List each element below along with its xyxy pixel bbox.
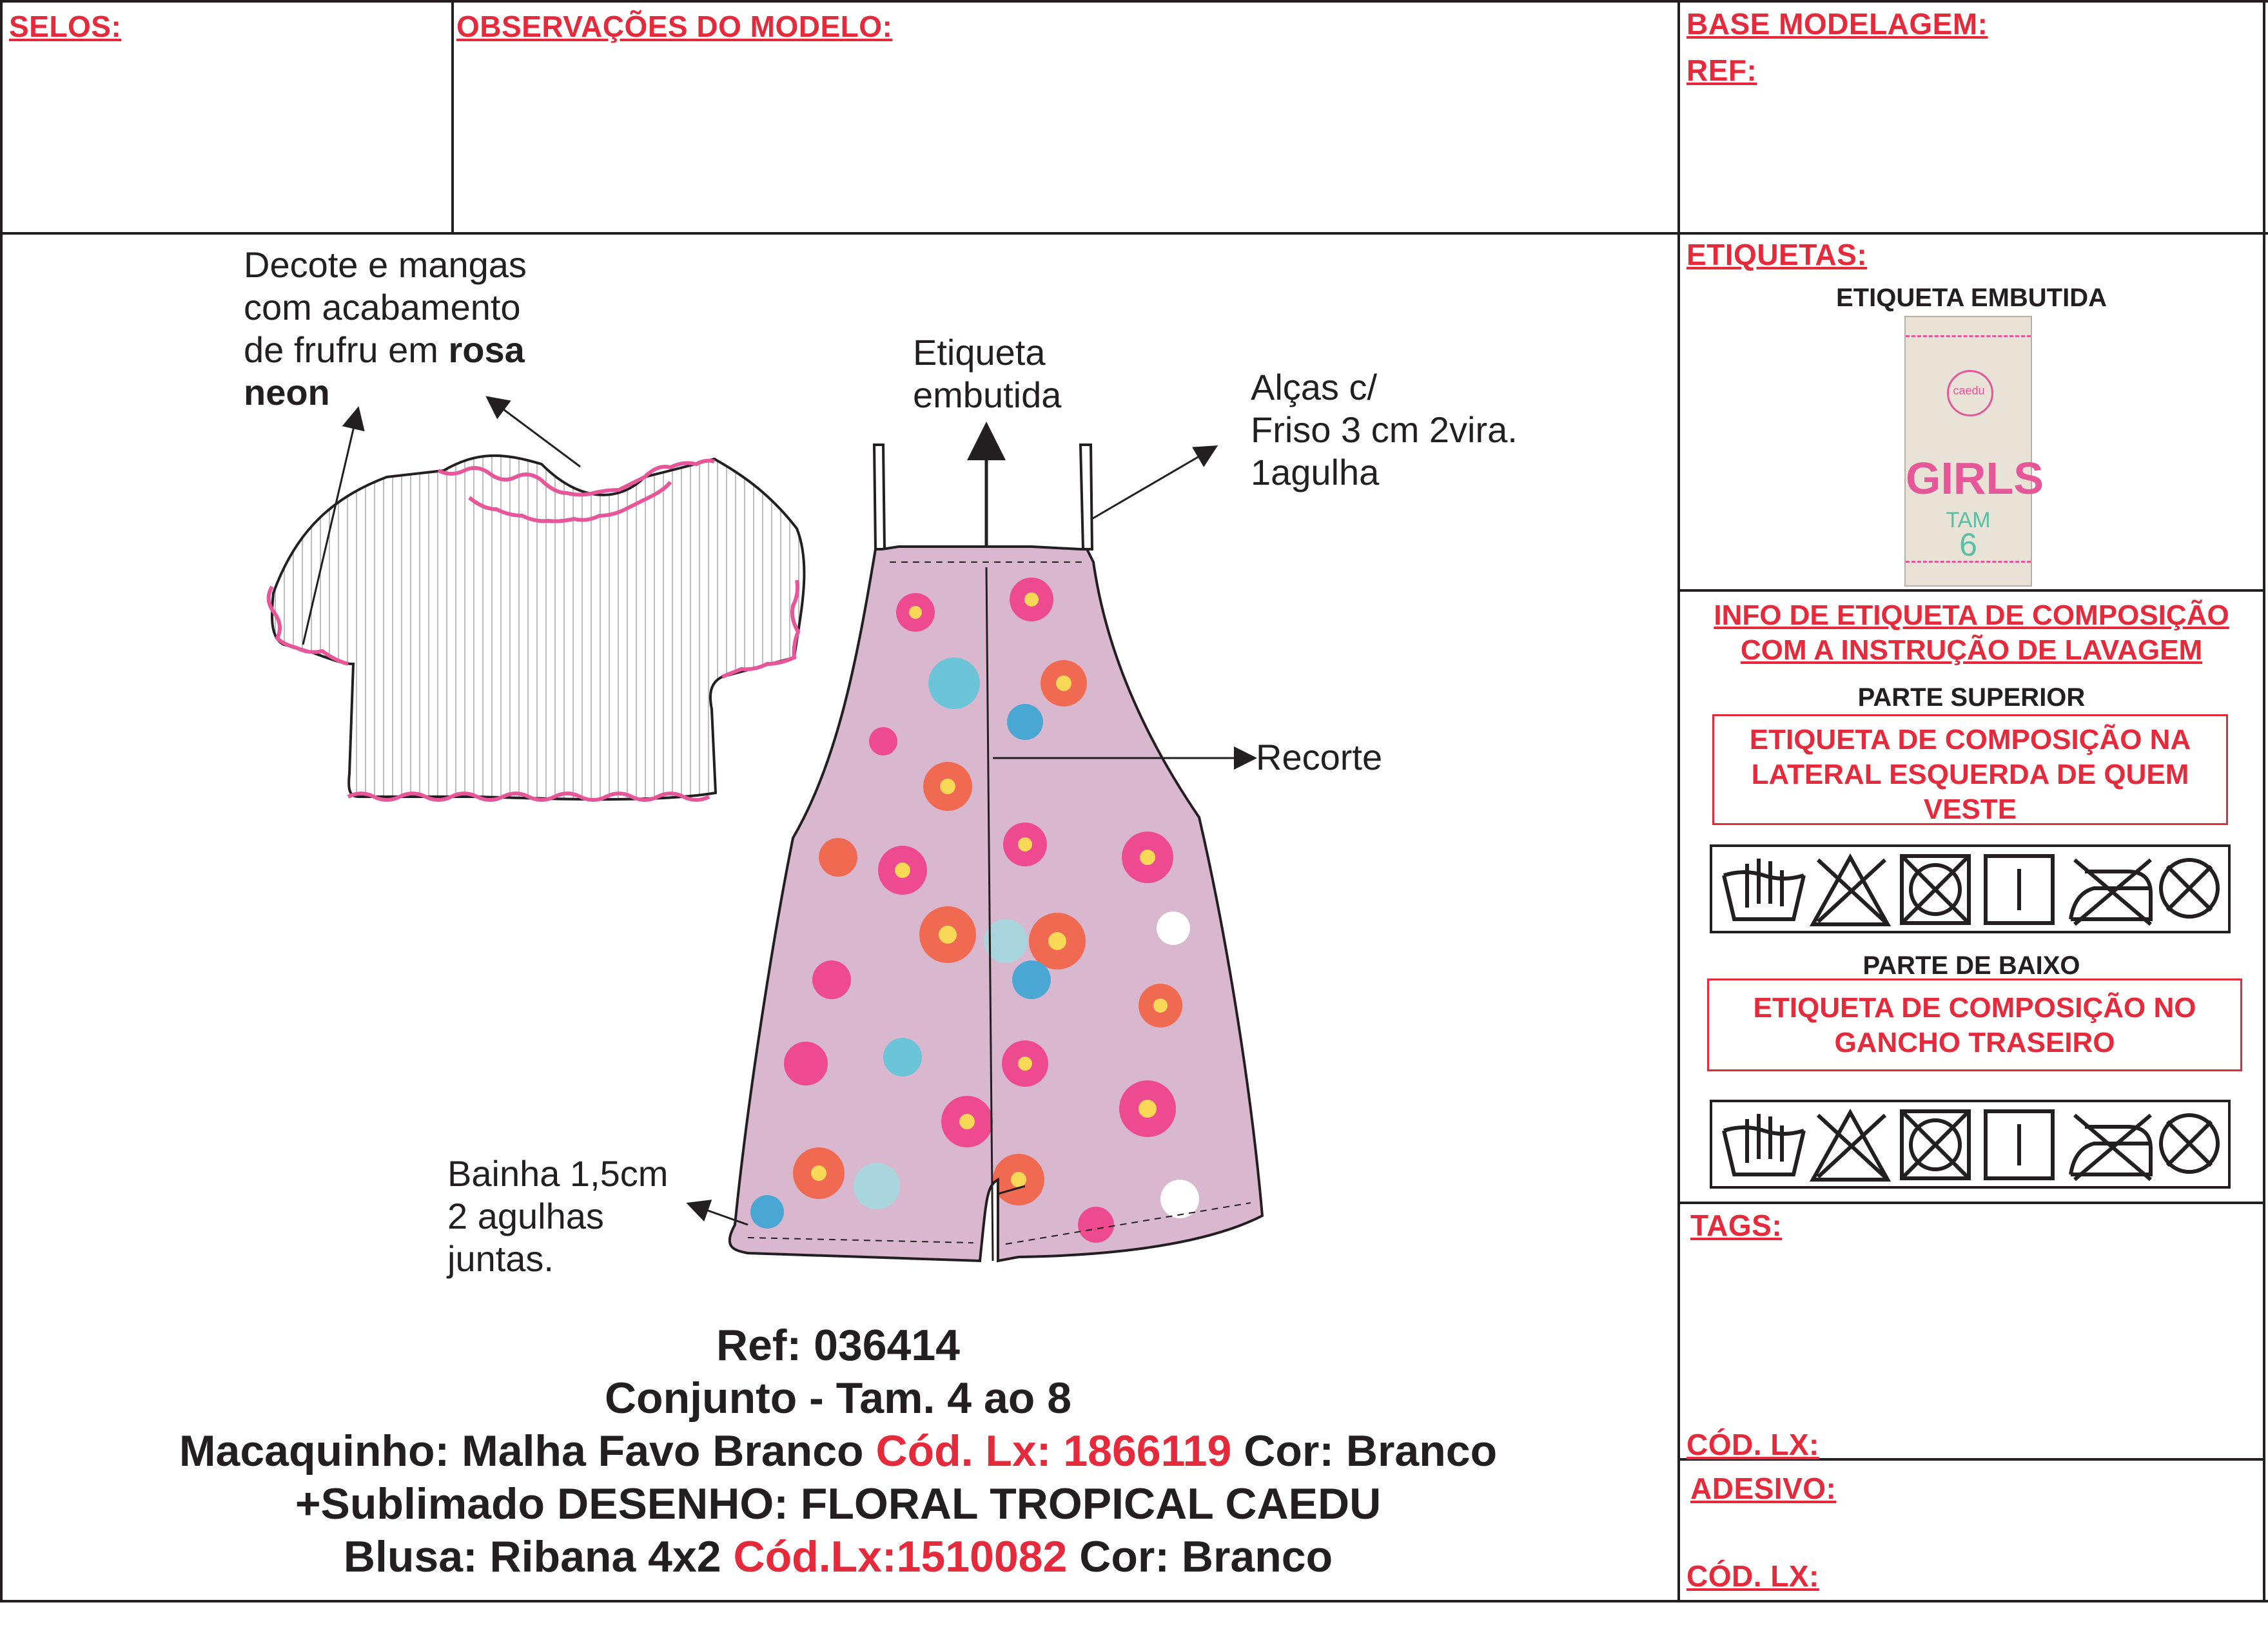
note-alcas-line3: 1agulha <box>1251 452 1380 492</box>
note-alcas-line1: Alças c/ <box>1251 367 1378 407</box>
baixo-composition-box: ETIQUETA DE COMPOSIÇÃO NO GANCHO TRASEIRO <box>1707 979 2242 1071</box>
observacoes-label: OBSERVAÇÕES DO MODELO: <box>456 10 893 43</box>
no-bleach-icon <box>1813 1113 1888 1180</box>
no-iron-icon <box>2071 860 2151 924</box>
desc-macaquinho-prefix: Macaquinho: Malha Favo Branco <box>179 1427 876 1475</box>
desc-blusa-prefix: Blusa: Ribana 4x2 <box>343 1532 734 1581</box>
label-size: 6 <box>1959 527 1977 563</box>
cod-lx-adesivo: CÓD. LX: <box>1686 1559 1819 1593</box>
note-decote-line3 <box>244 329 527 371</box>
desc-ref: Ref: 036414 <box>716 1321 961 1370</box>
no-tumble-dry-icon <box>1902 856 1969 923</box>
ref-label: REF: <box>1686 54 1757 87</box>
adesivo-label: ADESIVO: <box>1690 1472 1837 1505</box>
line-dry-icon <box>1986 856 2053 923</box>
frame-bottom <box>0 1600 2268 1602</box>
tags-label: TAGS: <box>1690 1209 1783 1242</box>
etiquetas-label: ETIQUETAS: <box>1686 238 1868 271</box>
note-decote-neon: neon <box>244 372 330 413</box>
arrow-alcas <box>1091 447 1215 520</box>
woven-label <box>1904 316 2044 587</box>
note-alcas <box>1251 366 1518 494</box>
care-symbols-superior <box>1710 844 2231 933</box>
note-decote-line1: Decote e mangas <box>244 244 527 285</box>
no-dry-clean-icon <box>2161 860 2218 917</box>
note-bainha <box>447 1153 668 1280</box>
woven-label-stitch-top <box>1906 335 2031 337</box>
desc-macaquinho <box>0 1425 1676 1477</box>
note-etiqueta <box>913 331 1061 416</box>
note-decote-line3-prefix: de frufru em <box>244 329 449 370</box>
desc-blusa <box>0 1530 1676 1583</box>
note-etiqueta-line1: Etiqueta <box>913 332 1046 373</box>
desc-macaquinho-suffix: Cor: Branco <box>1231 1427 1498 1475</box>
info-title-line1: INFO DE ETIQUETA DE COMPOSIÇÃO <box>1714 599 2229 631</box>
label-tam: TAM <box>1946 508 1991 532</box>
note-etiqueta-line2: embutida <box>913 375 1062 415</box>
line-dry-icon <box>1986 1111 2053 1178</box>
note-alcas-line2: Friso 3 cm 2vira. <box>1251 409 1518 450</box>
frame-right <box>2263 0 2265 1602</box>
etiqueta-embutida-caption: ETIQUETA EMBUTIDA <box>1836 284 2107 312</box>
label-girls: GIRLS <box>1906 453 2044 503</box>
note-bainha-line3: juntas. <box>447 1238 554 1279</box>
superior-composition-box: ETIQUETA DE COMPOSIÇÃO NA LATERAL ESQUERDA DE QUEM VESTE <box>1712 714 2228 825</box>
sidebar-divider-1 <box>1677 589 2265 592</box>
sidebar-divider <box>1677 0 1680 1602</box>
desc-sublimado: +Sublimado DESENHO: FLORAL TROPICAL CAEDU <box>295 1479 1382 1528</box>
info-title-line2: COM A INSTRUÇÃO DE LAVAGEM <box>1740 634 2203 666</box>
note-bainha-line2: 2 agulhas <box>447 1196 604 1236</box>
note-decote <box>244 244 527 414</box>
no-iron-icon <box>2071 1115 2151 1180</box>
crop-top-drawing <box>269 456 805 800</box>
base-modelagem-label: BASE MODELAGEM: <box>1686 7 1988 41</box>
desc-blusa-cod: Cód.Lx:1510082 <box>733 1532 1068 1581</box>
parte-superior-caption: PARTE SUPERIOR <box>1857 683 2086 712</box>
parte-baixo-caption: PARTE DE BAIXO <box>1862 951 2080 980</box>
hand-wash-icon <box>1724 859 1804 919</box>
care-icons-row-2 <box>1712 1102 2228 1186</box>
desc-macaquinho-cod: Cód. Lx: 1866119 <box>875 1427 1232 1475</box>
care-icons-row-1 <box>1712 847 2228 931</box>
no-dry-clean-icon <box>2161 1115 2218 1172</box>
selos-label: SELOS: <box>9 10 122 43</box>
no-bleach-icon <box>1813 857 1888 924</box>
note-recorte: Recorte <box>1256 737 1383 777</box>
desc-conjunto: Conjunto - Tam. 4 ao 8 <box>604 1374 1072 1423</box>
cod-lx-tags: CÓD. LX: <box>1686 1428 1819 1461</box>
sidebar-divider-2 <box>1677 1202 2265 1204</box>
label-brand: caedu <box>1953 384 1985 397</box>
note-decote-line2: com acabamento <box>244 287 521 327</box>
note-bainha-line1: Bainha 1,5cm <box>447 1153 669 1194</box>
desc-blusa-suffix: Cor: Branco <box>1067 1532 1333 1581</box>
no-tumble-dry-icon <box>1902 1111 1969 1178</box>
info-title <box>1680 598 2263 668</box>
note-decote-rosa: rosa <box>448 329 525 370</box>
care-symbols-baixo <box>1710 1100 2231 1189</box>
hand-wash-icon <box>1724 1114 1804 1174</box>
description-block <box>0 1319 1676 1583</box>
